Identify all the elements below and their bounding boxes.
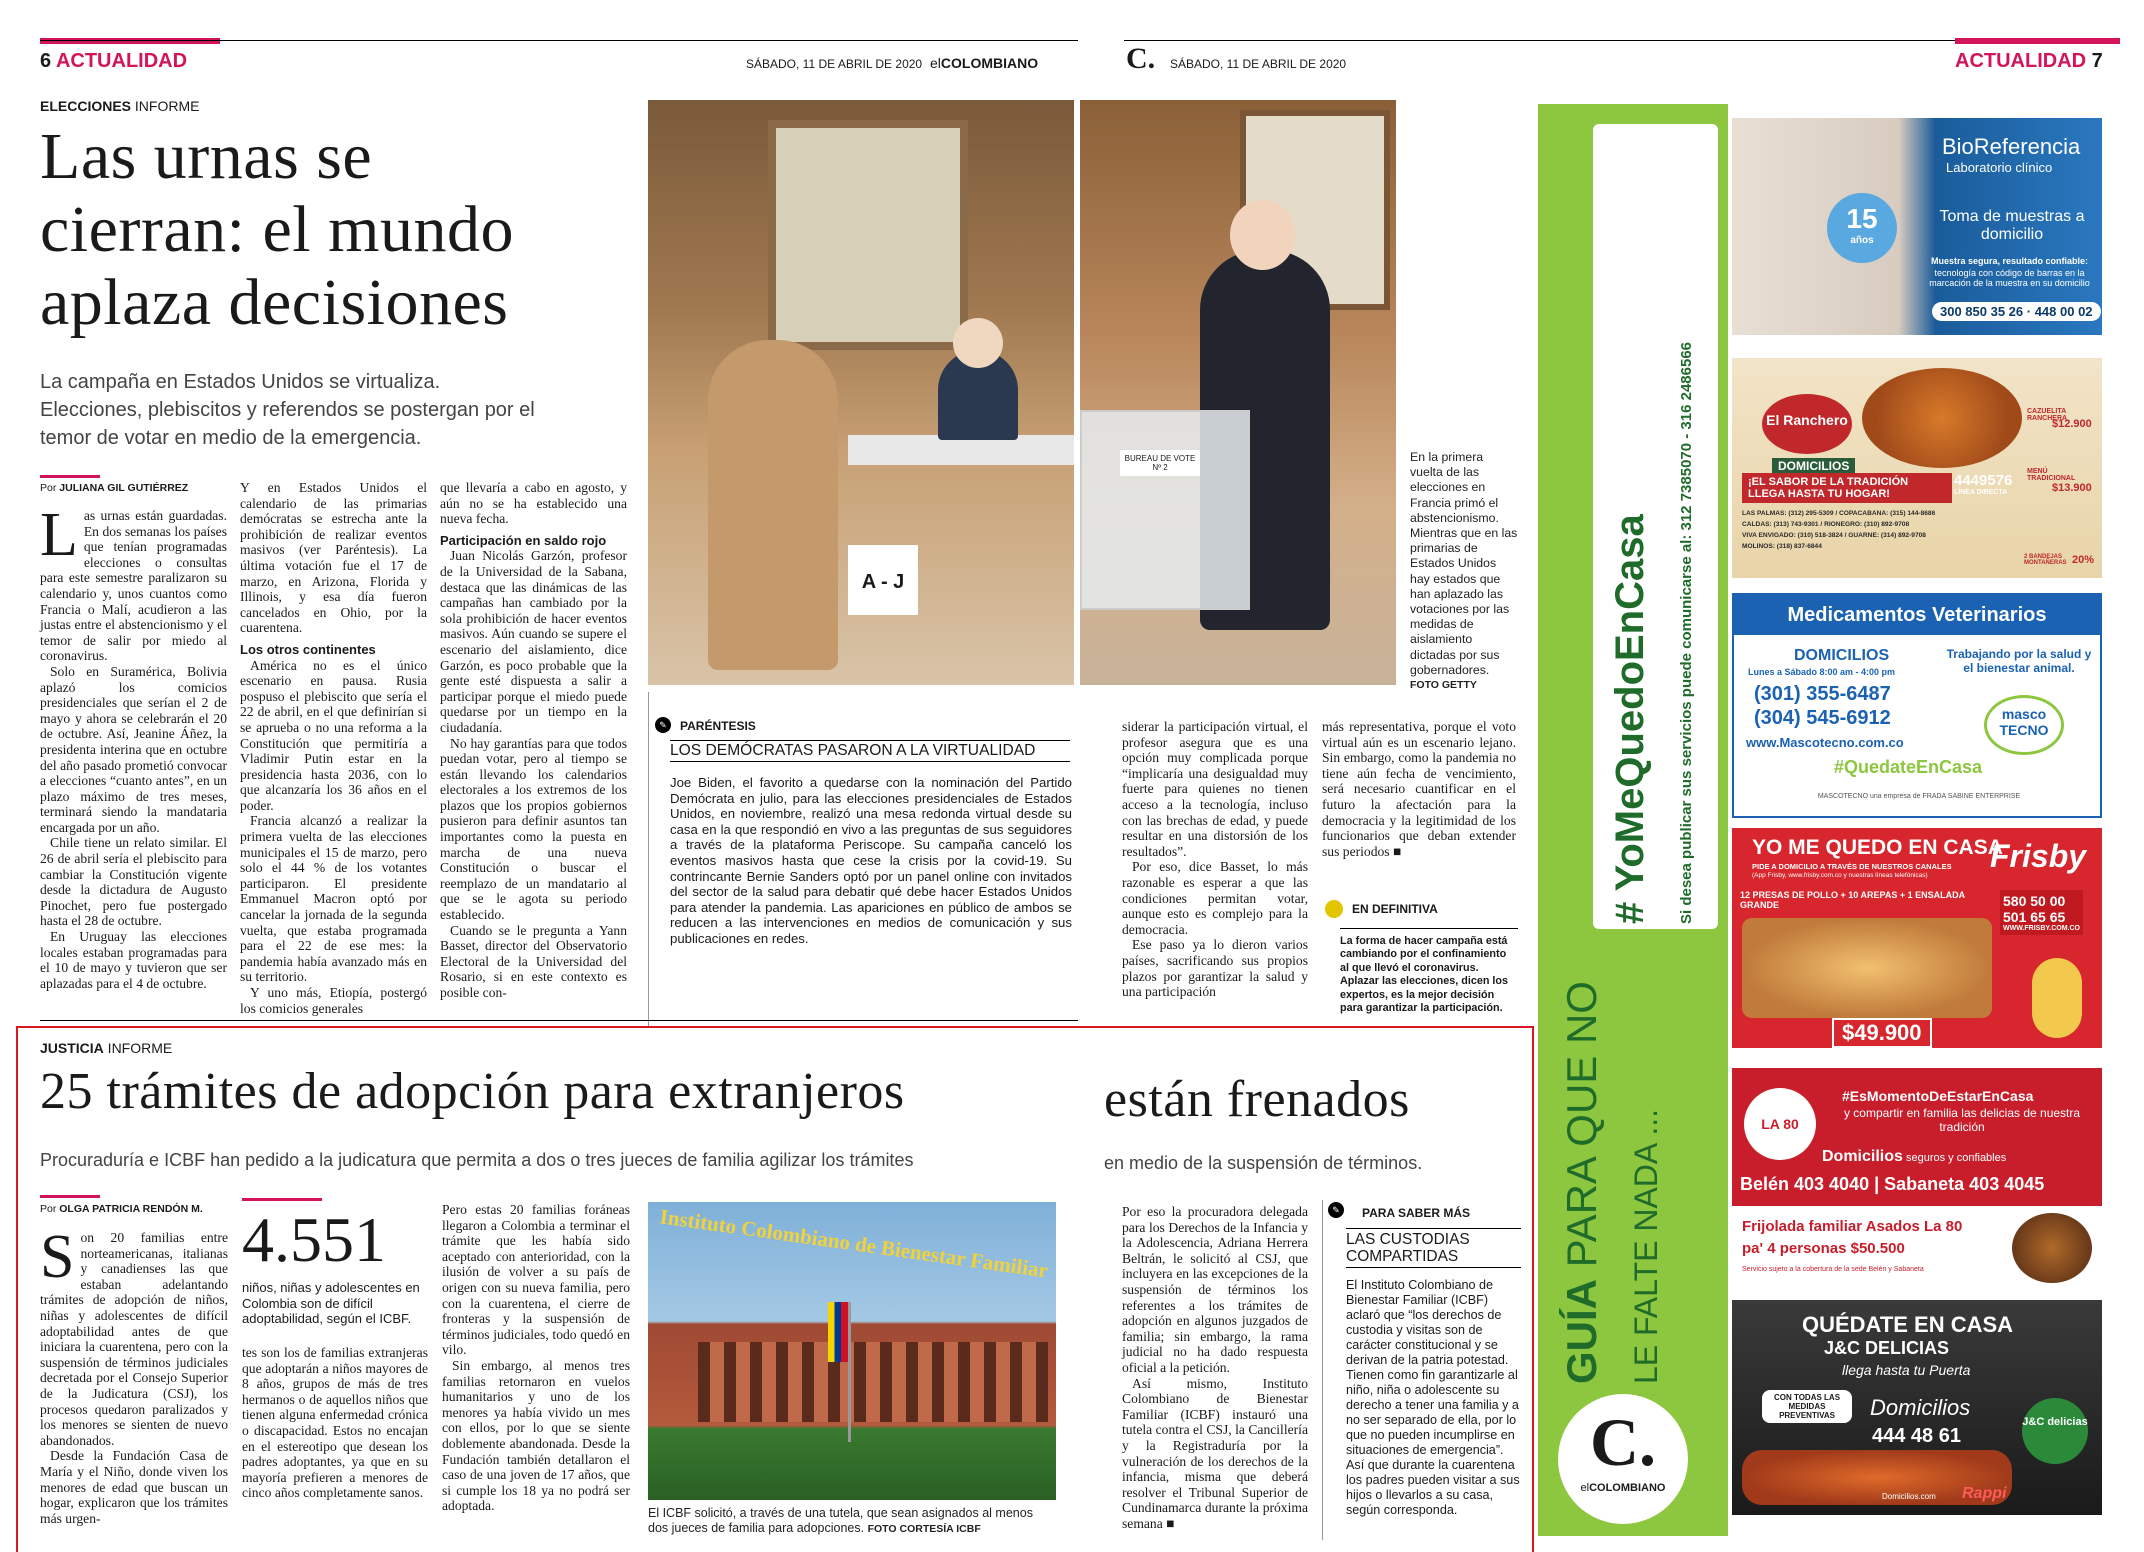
ranchero-price1: $12.900: [2052, 418, 2092, 430]
jc-tagline: llega hasta tu Puerta: [1842, 1362, 1971, 1378]
la80-branches: Belén 403 4040 | Sabaneta 403 4045: [1740, 1174, 2045, 1194]
main-col-2: Y en Estados Unidos el calendario de las primarias demócratas se estrecha ante la prohibición de realizar eventos masivos (ver Paréntesis). La última votación fue el 17 de marzo, en Arizona, Florida y Illinois, y esa día fueron cancelados en Ohio, por la cuarentena. Los otros continentes América no es el único escenario en pausa. Rusia pospuso el plebiscito que sería el 22 de abril, en el que definirían si se aprueba o no una reforma a la Constitución que permitiría a Vladimir Putin estar en la presidencia hasta 2036, con lo que alcanzaría los 36 años en el poder. Francia alcanzó a realizar la primera vuelta de las elecciones municipales el 15 de marzo, pero solo el 44 % de los votantes participaron. El presidente Emmanuel Macron optó por cancelar la jornada de la segunda vuelta, que estaba programada para el 22 de ese mes: la pandemia había avanzado más en su territorio. Y uno más, Etiopía, postergó los comicios generales: [240, 480, 427, 1016]
ranchero-item2: MENÚ TRADICIONAL: [2027, 468, 2076, 482]
para-saber-icon: ✎: [1328, 1202, 1344, 1218]
bioref-years: 15 años: [1827, 193, 1897, 263]
left-header-rule: [40, 40, 1078, 41]
bioref-phones: 300 850 35 26 · 448 00 02: [1932, 302, 2101, 321]
para-saber-label: PARA SABER MÁS: [1362, 1206, 1471, 1220]
para-saber-rule: [1322, 1200, 1323, 1540]
window-shape: [768, 120, 968, 350]
frisby-sub: PIDE A DOMICILIO A TRAVÉS DE NUESTROS CANALES: [1752, 862, 1952, 871]
right-logo: C.: [1126, 42, 1156, 75]
frisby-sub2: (App Frisby, www.frisby.com.co y nuestras líneas telefónicas): [1752, 872, 1928, 879]
main-deck: La campaña en Estados Unidos se virtualiza. Elecciones, plebiscitos y referendos se postergan por el temor de votar en medio de la emergencia.: [40, 371, 535, 449]
icbf-building-sign: Instituto Colombiano de Bienestar Familiar: [658, 1204, 1050, 1283]
left-brand: elCOLOMBIANO: [930, 55, 1039, 71]
bioref-text1: Muestra segura, resultado confiable:: [1930, 256, 2089, 266]
la80-food: [2012, 1213, 2092, 1283]
icbf-photo-caption: El ICBF solicitó, a través de una tutela, que sean asignados al menos dos jueces de familia para adopciones. FOTO CORTESÍA ICBF: [648, 1506, 1033, 1535]
jc-app: Rappi: [1962, 1485, 2007, 1502]
ballot-box: [1080, 410, 1250, 610]
parentesis-label: PARÉNTESIS: [680, 719, 756, 733]
guide-hashtag: # YoMeQuedoEnCasa: [1608, 514, 1652, 924]
parentesis-text: Joe Biden, el favorito a quedarse con la nominación del Partido Demócrata en julio, para las elecciones presidenciales de Estados Unidos, en noviembre, realizó una mesa redonda virtual desde su casa en la que respondió en vivo a las preguntas de sus seguidores a través de la plataforma Periscope. Su campaña canceló los eventos masivos hasta que cese la crisis por la covid-19. Su contrincante Bernie Sanders optó por un panel online con invitados del sector de la salud para debatir qué debe hacer Estados Unidos para atender la pandemia. Las apariciones en público de ambos se reducen a las intervenciones en medios de comunicación y sus publicaciones en redes.: [670, 775, 1072, 946]
table-sign: A - J: [848, 545, 918, 615]
parentesis-rule: [648, 692, 649, 1027]
right-section-label: ACTUALIDAD: [1955, 50, 2087, 72]
building-windows: [698, 1342, 1048, 1422]
guide-banner: [1538, 104, 1728, 1536]
ad-la80[interactable]: [1732, 1068, 2102, 1288]
masco-slogan: Trabajando por la salud y el bienestar animal.: [1946, 647, 2092, 675]
sub-otros-continentes: Los otros continentes: [240, 641, 376, 657]
jc-brand: J&C DELICIAS: [1824, 1338, 1950, 1358]
la80-hashtag: #EsMomentoDeEstarEnCasa: [1842, 1088, 2034, 1104]
icbf-photo: [648, 1202, 1056, 1500]
frisby-brand: Frisby: [1990, 838, 2087, 874]
big-number-text: niños, niñas y adolescentes en Colombia son de difícil adoptabilidad, según el ICBF.: [242, 1280, 420, 1327]
left-date: SÁBADO, 11 DE ABRIL DE 2020: [746, 57, 923, 71]
parentesis-icon: ✎: [655, 717, 671, 733]
bioref-sub: Laboratorio clínico: [1946, 160, 2053, 175]
second-col-3: Pero estas 20 familias foráneas llegaron a Colombia a terminar el trámite que les había sido aceptado con anterioridad, con la ilusión de volver a su país de origen con su nueva familia, pero con la cuarentena, el cierre de fronteras y la suspensión de términos judiciales, todo quedó en vilo. Sin embargo, al menos tres familias retornaron en vuelos humanitarios y uno de los menores ya había vivido un mes con ellos, por lo que se siente doblemente abandonada. Desde la Fundación también detallaron el caso de una joven de 17 años, que si cumple los 18 ya no podrá ser adoptada.: [442, 1202, 630, 1514]
para-saber-text: El Instituto Colombiano de Bienestar Familiar (ICBF) aclaró que “los derechos de custodia y visitas son de carácter constitucional y se derivan de la patria potestad. Tienen como fin garantizarle al niño, niña o adolescente su derecho a tener una familia y a no ser separado de ella, por lo que no pueden incumplirse en situaciones de emergencia”. Así que durante la cuarentena los padres pueden visitar a sus hijos o llevarlos a su casa, según corresponda.: [1346, 1278, 1520, 1517]
masco-phone2: (304) 545-6912: [1754, 707, 1891, 729]
guide-title: GUÍA PARA QUE NO: [1558, 981, 1605, 1384]
ranchero-price2: $13.900: [2052, 482, 2092, 494]
masco-hours: Lunes a Sábado 8:00 am - 4:00 pm: [1748, 667, 1896, 677]
byline-rule: [40, 475, 100, 478]
official-face: [953, 318, 1003, 368]
la80-product: Frijolada familiar Asados La 80: [1742, 1218, 1963, 1235]
bioref-headline: Toma de muestras a domicilio: [1939, 208, 2085, 243]
guide-logo: C. elCOLOMBIANO: [1558, 1394, 1688, 1524]
ranchero-item3: 2 BANDEJAS MONTAÑERAS: [2024, 554, 2067, 566]
ad-bioreferencia[interactable]: [1732, 118, 2102, 335]
second-deck-right: en medio de la suspensión de términos.: [1104, 1153, 1423, 1173]
voter-figure: [708, 340, 838, 670]
ranchero-locations: LAS PALMAS: (312) 295-5309 / COPACABANA: (315) 144-8686 CALDAS: (313) 743-9301 / RIONEGRO: (310) 892-9708 VIVA ENVIGADO: (310) 518-3824 / GUARNE: (314) 892-9708 MOLINOS: (318) 837-6844: [1742, 510, 1936, 550]
main-col-1: Las urnas están guardadas. En dos semanas los países que tenían programadas elecciones o consultas para este semestre paralizaron su calendario y, unos cuantos como Francia o Malí, acudieron a las justas entre el abstencionismo y el temor de salir por miedo al coronavirus. Solo en Suramérica, Bolivia aplazó los comicios presidenciales que serían el 2 de mayo y ahora se celebrarán el 20 de octubre. Así, Jeanine Áñez, la presidenta interina que en octubre del año pasado prometió convocar a elecciones “cuanto antes”, en un plazo máximo de tres meses, terminará siendo la mandataria encargada por un año. Chile tiene un relato similar. El 26 de abril sería el plebiscito para cambiar la Constitución vigente desde la dictadura de Augusto Pinochet, pero fue postergado hasta el 28 de octubre. En Uruguay las elecciones locales estaban programadas para el 10 de mayo y tuvieron que ser aplazadas para el 4 de octubre.: [40, 501, 227, 991]
main-col-5: más representativa, porque el voto virtual aún es un escenario lejano. Sin embargo, como la pandemia no tiene aún fecha de vencimiento, será necesario cuantificar en el futuro la afectación para la democracia y la legitimidad de los funcionarios que deban extender sus periodos ■: [1322, 719, 1516, 859]
main-photo-caption: En la primera vuelta de las elecciones en Francia primó el abstencionismo. Mientras que en las primarias de Estados Unidos hay estados que han aplazado las votaciones por las medidas de aislamiento dictadas por sus gobernadores. FOTO GETTY: [1410, 450, 1518, 692]
ranchero-slogan: ¡EL SABOR DE LA TRADICIÓN LLEGA HASTA TU HOGAR!: [1742, 473, 1952, 503]
right-page-number: 7: [2091, 50, 2103, 72]
guide-contact: Si desea publicar sus servicios puede comunicarse al: 312 7385070 - 316 2486566: [1678, 341, 1695, 924]
masco-logo: masco TECNO: [1984, 695, 2064, 755]
flag: [828, 1302, 848, 1362]
right-page-section: [1955, 50, 2103, 73]
left-section-label: ACTUALIDAD: [55, 50, 188, 72]
main-photo-left: [648, 100, 1074, 685]
article-divider: [40, 1020, 1078, 1021]
jc-badge: CON TODAS LAS MEDIDAS PREVENTIVAS: [1762, 1390, 1852, 1423]
right-section-bar: [1955, 38, 2120, 44]
flag-pole: [848, 1302, 851, 1442]
masco-title: Medicamentos Veterinarios: [1734, 595, 2100, 635]
second-deck-left: Procuraduría e ICBF han pedido a la judicatura que permita a dos o tres jueces de familia agilizar los trámites: [40, 1150, 914, 1170]
second-dropcap: S: [40, 1223, 75, 1291]
second-col-4: Por eso la procuradora delegada para los Derechos de la Infancia y la Adolescencia, Adriana Herrera Beltrán, le solicitó al CSJ, que incluyera en las excepciones de la suspensión de términos los referentes a los trámites de adopción en algunos juzgados de familia; sin embargo, la rama judicial no ha dado respuesta oficial a la petición. Así mismo, Instituto Colombiano de Bienestar Familiar (ICBF) instauró una tutela contra el CSJ, la Cancillería y la Registraduría por la vulneración de los derechos de la infancia, misma que deberá resolver el Tribunal Superior de Cundinamarca durante la próxima semana ■: [1122, 1204, 1308, 1531]
para-saber-title: LAS CUSTODIAS COMPARTIDAS: [1346, 1228, 1521, 1268]
parentesis-title: LOS DEMÓCRATAS PASARON A LA VIRTUALIDAD: [670, 740, 1070, 762]
ranchero-phone: 4449576 LÍNEA DIRECTA: [1954, 472, 2013, 496]
en-definitiva-label: EN DEFINITIVA: [1352, 902, 1438, 916]
jc-site: Domicilios.com: [1882, 1492, 1936, 1501]
en-definitiva-icon: [1325, 900, 1343, 918]
ranchero-brand: El Ranchero: [1762, 394, 1852, 454]
guide-subtitle: LE FALTE NADA ...: [1628, 1108, 1664, 1384]
la80-product2: pa' 4 personas $50.500: [1742, 1240, 1905, 1257]
main-headline: Las urnas se cierran: el mundo aplaza decisiones: [40, 120, 514, 339]
masco-hashtag: #QuedateEnCasa: [1834, 757, 1983, 777]
masco-footer: MASCOTECNO una empresa de FRADA SABINE ENTERPRISE: [1817, 793, 2021, 800]
la80-text: y compartir en familia las delicias de nuestra tradición: [1843, 1106, 2081, 1134]
bioref-text2: tecnología con código de barras en la marcación de la muestra en su domicilio: [1929, 268, 2090, 288]
second-byline: Por OLGA PATRICIA RENDÓN M.: [40, 1203, 203, 1215]
ad-mascotecno[interactable]: [1732, 593, 2102, 818]
frisby-price: $49.900: [1832, 1018, 1932, 1048]
masco-phone1: (301) 355-6487: [1754, 683, 1891, 705]
main-byline: Por JULIANA GIL GUTIÉRREZ: [40, 482, 189, 494]
en-definitiva-text: La forma de hacer campaña está cambiando por el confinamiento al que llevó el coronavirus. Aplazar las elecciones, dicen los expertos, es la mejor decisión para garantizar la participación.: [1340, 928, 1518, 1015]
ranchero-food: [1862, 368, 2022, 468]
bioref-brand: BioReferencia: [1942, 134, 2081, 159]
second-byline-rule: [40, 1195, 100, 1198]
jc-title: QUÉDATE EN CASA: [1802, 1312, 2014, 1337]
official-2-face: [1230, 200, 1295, 270]
masco-web: www.Mascotecno.com.co: [1746, 735, 1904, 750]
second-headline-left: 25 trámites de adopción para extranjeros: [40, 1063, 905, 1120]
frisby-phones: 580 50 00 501 65 65 WWW.FRISBY.COM.CO: [2000, 890, 2083, 935]
left-page-section: [40, 50, 187, 73]
main-photo-right: [1080, 100, 1396, 685]
ranchero-item1: CAZUELITA RANCHERA: [2027, 408, 2068, 422]
left-section-bar: [40, 38, 220, 44]
ranchero-price3: 20%: [2072, 554, 2095, 566]
main-col-3: que llevaría a cabo en agosto, y aún no se ha establecido una nueva fecha. Participación en saldo rojo Juan Nicolás Garzón, profesor de la Universidad de la Sabana, destaca que las dinámicas de las campañas han cambiado por la sola prohibición de hacer eventos masivos. Aún cuando se supere el escenario del aislamiento, dice Garzón, es poco probable que la gente esté dispuesta a salir a participar porque el miedo puede quedarse por un tiempo en la ciudadanía. No hay garantías para que todos puedan votar, pero al tiempo se están llevando los calendarios electorales a los extremos de los plazos que los propios gobiernos pusieron para definir asuntos tan importantes como la puesta en marcha de una nueva Constitución o buscar el reemplazo de un mandatario al que se le agota su periodo establecido. Cuando se le pregunta a Yann Basset, director del Observatorio Electoral de la Universidad del Rosario, si en este contexto es posible con-: [440, 480, 627, 1000]
main-kicker: ELECCIONES INFORME: [40, 98, 200, 114]
big-number: 4.551: [242, 1204, 386, 1275]
ballot-box-label: BUREAU DE VOTE Nº 2: [1120, 450, 1200, 476]
jc-domicilios: Domicilios: [1870, 1395, 1971, 1420]
la80-logo: LA 80: [1744, 1088, 1816, 1160]
la80-note: Servicio sujeto a la cobertura de la sede Belén y Sabaneta: [1742, 1266, 1924, 1273]
ad-jc[interactable]: [1732, 1300, 2102, 1515]
frisby-offer: 12 PRESAS DE POLLO + 10 AREPAS + 1 ENSALADA GRANDE: [1740, 890, 1965, 910]
frisby-title: YO ME QUEDO EN CASA: [1752, 836, 2003, 859]
frisby-food: [1742, 918, 1992, 1018]
sub-participacion: Participación en saldo rojo: [440, 532, 607, 548]
jc-phone: 444 48 61: [1872, 1425, 1961, 1447]
big-number-rule: [242, 1198, 322, 1201]
frisby-mascot: [2032, 958, 2082, 1038]
ad-ranchero[interactable]: [1732, 358, 2102, 578]
left-page-number: 6: [40, 50, 52, 72]
second-col-2: tes son los de familias extranjeras que adoptarán a niños mayores de 8 años, grupos de más de tres hermanos o de aquellos niños que tienen alguna enfermedad crónica o discapacidad. Estos no encajan en el estereotipo que desean los padres adoptantes, ya que en su mayoría prefieren a menores de cinco años completamente sanos.: [242, 1345, 428, 1501]
second-headline-right: están frenados: [1104, 1071, 1410, 1128]
second-col-1: Son 20 familias entre norteamericanas, italianas y canadienses las que estaban adelantando trámites de adopción de niños, niñas y adolescentes de difícil adoptabilidad antes de que iniciara la cuarentena, pero con la suspensión de términos judiciales decretada por el Consejo Superior de la Judicatura (CSJ), los procesos quedaron paralizados y los menores se sienten de nuevo abandonados. Desde la Fundación Casa de María y el Niño, donde viven los menores de edad que buscan un hogar, explicaron que los trámites más urgen-: [40, 1223, 228, 1526]
la80-domicilios: Domicilios seguros y confiables: [1822, 1148, 2007, 1165]
ad-frisby[interactable]: [1732, 828, 2102, 1048]
main-col-4: siderar la participación virtual, el profesor asegura que es una opción muy complicada porque “implicaría una desigualdad muy fuerte para quienes no tienen acceso a la tecnología, incluso con las brechas de edad, y puede resultar en una distorsión de los resultados”. Por eso, dice Basset, lo más razonable es esperar a que las condiciones permitan votar, aunque esto es complejo para la democracia. Ese paso ya lo dieron varios países, sacrificando sus propios plazos por garantizar la salud y una participación: [1122, 719, 1308, 1000]
masco-domicilios: DOMICILIOS: [1794, 647, 1890, 664]
right-date: SÁBADO, 11 DE ABRIL DE 2020: [1170, 57, 1347, 71]
ranchero-sub: DOMICILIOS: [1772, 458, 1855, 474]
second-kicker: JUSTICIA INFORME: [40, 1040, 173, 1056]
main-dropcap: L: [40, 501, 78, 569]
jc-logo: J&C delicias: [2022, 1398, 2088, 1464]
